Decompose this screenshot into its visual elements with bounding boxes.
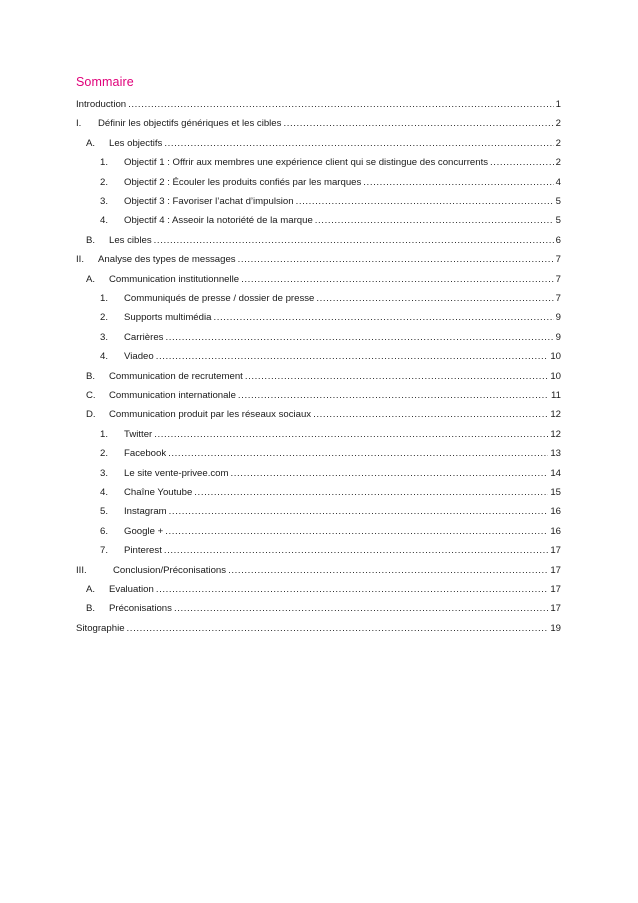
toc-entry-label: Carrières (124, 331, 164, 343)
toc-entry[interactable] (76, 543, 561, 559)
toc-entry[interactable] (76, 330, 561, 346)
toc-entry-page: 1 (555, 99, 561, 110)
toc-entry-label: Communication de recrutement (109, 370, 243, 382)
toc-entry-number: A. (86, 137, 96, 149)
toc-entry-page: 9 (555, 312, 561, 324)
toc-entry[interactable] (76, 446, 561, 462)
dot-leader (245, 369, 548, 385)
toc-entry[interactable] (76, 524, 561, 540)
toc-entry[interactable] (76, 601, 561, 617)
toc-entry-number: 5. (100, 506, 109, 518)
toc-entry-label: Pinterest (124, 545, 162, 557)
toc-entry-label: Objectif 3 : Favoriser l’achat d’impulsion (124, 196, 294, 207)
dot-leader (127, 621, 549, 637)
dot-leader (213, 310, 553, 326)
dot-leader (168, 446, 548, 462)
toc-entry-number: 2. (100, 448, 109, 460)
dot-leader (156, 582, 549, 598)
toc-entry-page: 7 (555, 273, 561, 285)
toc-entry[interactable] (76, 621, 561, 637)
toc-entry[interactable] (76, 175, 561, 191)
toc-entry-label: Communiqués de presse / dossier de presse (124, 293, 315, 304)
toc-entry-number: 3. (100, 467, 109, 479)
toc-entry-label: Supports multimédia (124, 312, 212, 324)
toc-entry-label: Viadeo (124, 351, 154, 363)
toc-entry-number: C. (86, 390, 96, 401)
toc-entry-number: A. (86, 273, 96, 285)
dot-leader (194, 485, 548, 501)
toc-entry-number: A. (86, 584, 96, 595)
toc-entry-page: 15 (550, 487, 561, 498)
toc-entry-page: 17 (550, 603, 561, 615)
dot-leader (156, 349, 549, 365)
toc-entry-label: Les cibles (109, 234, 152, 246)
toc-entry-page: 9 (555, 331, 561, 343)
toc-title: Sommaire (76, 75, 134, 89)
toc-entry-number: 6. (100, 525, 109, 537)
toc-entry-number: 3. (100, 196, 109, 207)
dot-leader (238, 252, 554, 268)
toc-entry-number: B. (86, 370, 96, 382)
toc-entry-label: Communication institutionnelle (109, 273, 240, 285)
dot-leader (241, 272, 554, 288)
dot-leader (296, 194, 554, 210)
toc-entry-number: II. (76, 254, 84, 266)
toc-entry-number: 4. (100, 215, 109, 227)
toc-entry-label: Evaluation (109, 584, 154, 595)
dot-leader (169, 504, 549, 520)
toc-entry[interactable] (76, 466, 561, 482)
toc-entry-label: Définir les objectifs génériques et les cibles (98, 118, 282, 130)
toc-entry-number: 1. (100, 293, 109, 304)
toc-entry-label: Sitographie (76, 622, 125, 634)
dot-leader (363, 175, 553, 191)
toc-entry[interactable] (76, 485, 561, 501)
dot-leader (164, 543, 548, 559)
toc-entry-page: 2 (555, 137, 561, 149)
toc-entry-label: Analyse des types de messages (98, 254, 236, 266)
dot-leader (238, 388, 549, 404)
dot-leader (165, 524, 548, 540)
toc-entry-number: 1. (100, 157, 109, 169)
toc-entry-label: Le site vente-privee.com (124, 467, 229, 479)
toc-entry[interactable] (76, 427, 561, 443)
toc-entry-label: Facebook (124, 448, 167, 460)
toc-entry[interactable] (76, 213, 561, 229)
toc-entry-label: Google + (124, 525, 164, 537)
toc-entry[interactable] (76, 310, 561, 326)
toc-entry-page: 11 (551, 390, 561, 401)
toc-entry-number: 4. (100, 351, 109, 363)
toc-entry-page: 7 (555, 254, 561, 266)
toc-entry-label: Objectif 1 : Offrir aux membres une expérience client qui se distingue des concurrents (124, 157, 489, 169)
toc-entry-page: 17 (550, 584, 561, 595)
dot-leader (313, 407, 548, 423)
dot-leader (228, 563, 548, 579)
dot-leader (231, 466, 549, 482)
toc-entry-page: 2 (555, 118, 561, 130)
toc-entry-page: 6 (555, 234, 561, 246)
dot-leader (315, 213, 554, 229)
toc-entry[interactable] (76, 116, 561, 132)
toc-entry[interactable] (76, 291, 561, 307)
toc-entry-label: Conclusion/Préconisations (113, 564, 227, 576)
toc-entry[interactable] (76, 194, 561, 210)
toc-entry-page: 17 (550, 545, 561, 557)
toc-entry-page: 7 (555, 293, 561, 304)
toc-entry-number: 3. (100, 331, 109, 343)
toc-entry-number: 4. (100, 487, 109, 498)
toc-entry-page: 16 (550, 525, 561, 537)
toc-entry-page: 5 (555, 215, 561, 227)
toc-entry-label: Les objectifs (109, 137, 163, 149)
dot-leader (128, 97, 554, 113)
toc-entry[interactable] (76, 582, 561, 598)
dot-leader (165, 330, 553, 346)
toc-entry-page: 12 (550, 428, 561, 440)
toc-entry-number: D. (86, 409, 96, 421)
toc-entry-number: 7. (100, 545, 109, 557)
dot-leader (490, 155, 554, 171)
toc-entry-number: B. (86, 603, 96, 615)
toc-entry-page: 4 (555, 176, 561, 188)
toc-entry[interactable] (76, 349, 561, 365)
toc-entry[interactable] (76, 233, 561, 249)
toc-entry-page: 17 (550, 564, 561, 576)
toc-entry[interactable] (76, 252, 561, 268)
toc-entry-page: 10 (550, 370, 561, 382)
toc-entry-page: 2 (555, 157, 561, 169)
toc-entry-page: 13 (550, 448, 561, 460)
toc-entry-label: Objectif 4 : Asseoir la notoriété de la marque (124, 215, 313, 227)
toc-entry-page: 5 (555, 196, 561, 207)
toc-entry-page: 16 (550, 506, 561, 518)
toc-entry[interactable] (76, 407, 561, 423)
toc-entry[interactable] (76, 504, 561, 520)
dot-leader (283, 116, 553, 132)
toc-entry-number: I. (76, 118, 82, 130)
toc-entry[interactable] (76, 563, 561, 579)
dot-leader (154, 233, 554, 249)
toc-entry[interactable] (76, 155, 561, 171)
toc-entry-page: 19 (550, 622, 561, 634)
toc-entry-number: 1. (100, 428, 109, 440)
toc-entry-label: Communication produit par les réseaux sociaux (109, 409, 312, 421)
dot-leader (164, 136, 553, 152)
toc-entry[interactable] (76, 136, 561, 152)
toc-entry-label: Introduction (76, 99, 127, 110)
toc-entry-page: 10 (550, 351, 561, 363)
dot-leader (154, 427, 548, 443)
dot-leader (174, 601, 548, 617)
toc-entry-label: Chaîne Youtube (124, 487, 193, 498)
toc-entry[interactable] (76, 369, 561, 385)
toc-entry-label: Objectif 2 : Écouler les produits confiés par les marques (124, 176, 362, 188)
toc-entry-label: Instagram (124, 506, 167, 518)
toc-entry-label: Préconisations (109, 603, 172, 615)
dot-leader (316, 291, 553, 307)
toc-entry[interactable] (76, 388, 561, 404)
toc-entry-label: Twitter (124, 428, 153, 440)
toc-entry-number: III. (76, 564, 87, 576)
toc-entry[interactable] (76, 97, 561, 113)
toc-entry-number: 2. (100, 312, 109, 324)
toc-entry[interactable] (76, 272, 561, 288)
toc-entry-number: 2. (100, 176, 109, 188)
toc-entry-page: 14 (550, 467, 561, 479)
toc-entry-number: B. (86, 234, 96, 246)
toc-entry-page: 12 (550, 409, 561, 421)
toc-entry-label: Communication internationale (109, 390, 236, 401)
